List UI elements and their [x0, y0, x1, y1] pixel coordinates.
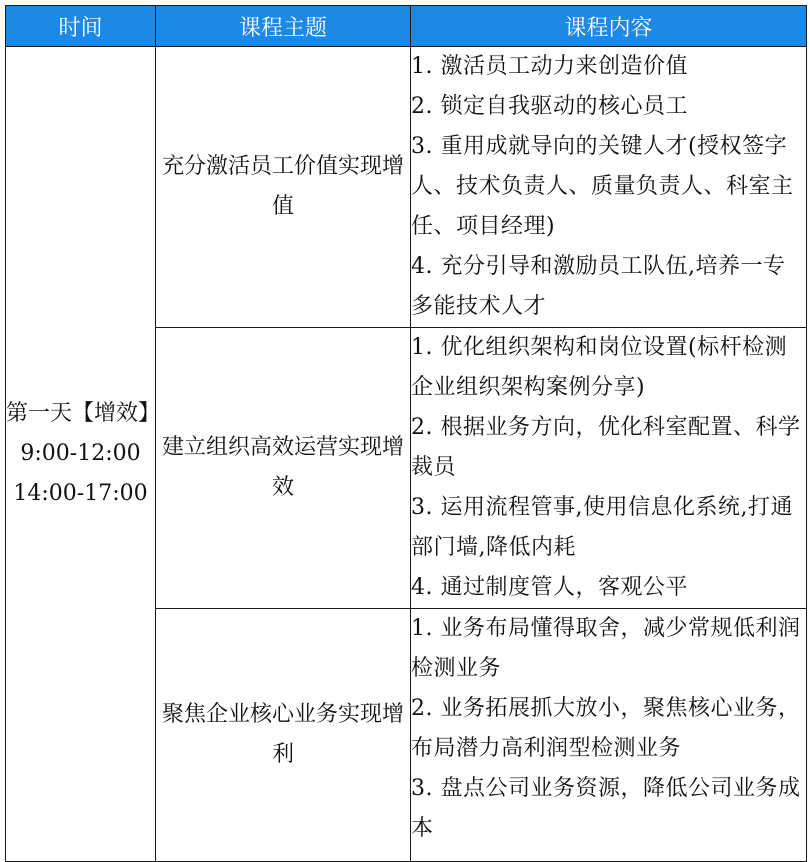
header-time: 时间	[6, 6, 156, 47]
content-cell	[411, 609, 807, 862]
list-item: 3. 重用成就导向的关键人才(授权签字人、技术负责人、质量负责人、科室主任、项目经理)	[411, 134, 794, 239]
header-content: 课程内容	[411, 6, 807, 47]
afternoon-time: 14:00-17:00	[13, 481, 148, 506]
list-item: 4. 通过制度管人，客观公平	[411, 575, 688, 600]
list-item: 1. 优化组织架构和岗位设置(标杆检测企业组织架构案例分享)	[411, 335, 788, 400]
content-cell	[411, 47, 807, 328]
morning-time: 9:00-12:00	[20, 441, 141, 466]
header-topic: 课程主题	[156, 6, 411, 47]
topic-cell: 充分激活员工价值实现增值	[156, 47, 411, 328]
list-item: 3. 盘点公司业务资源，降低公司业务成本	[411, 776, 801, 841]
day-time-cell	[6, 47, 161, 862]
list-item: 1. 业务布局懂得取舍，减少常规低利润检测业务	[411, 616, 801, 681]
table-header	[6, 6, 807, 47]
content-cell	[411, 328, 807, 609]
course-schedule-table	[5, 5, 807, 862]
day-label: 第一天【增效】	[6, 401, 161, 426]
list-item: 2. 业务拓展抓大放小，聚焦核心业务，布局潜力高利润型检测业务	[411, 696, 801, 761]
list-item: 3. 运用流程管事,使用信息化系统,打通部门墙,降低内耗	[411, 495, 793, 560]
list-item: 4. 充分引导和激励员工队伍,培养一专多能技术人才	[411, 254, 786, 319]
topic-cell: 建立组织高效运营实现增效	[156, 328, 411, 609]
topic-cell: 聚焦企业核心业务实现增利	[156, 609, 411, 862]
list-item: 2. 锁定自我驱动的核心员工	[411, 94, 688, 119]
list-item: 2. 根据业务方向，优化科室配置、科学裁员	[411, 415, 801, 480]
list-item: 1. 激活员工动力来创造价值	[411, 54, 688, 79]
table-row	[6, 47, 807, 328]
